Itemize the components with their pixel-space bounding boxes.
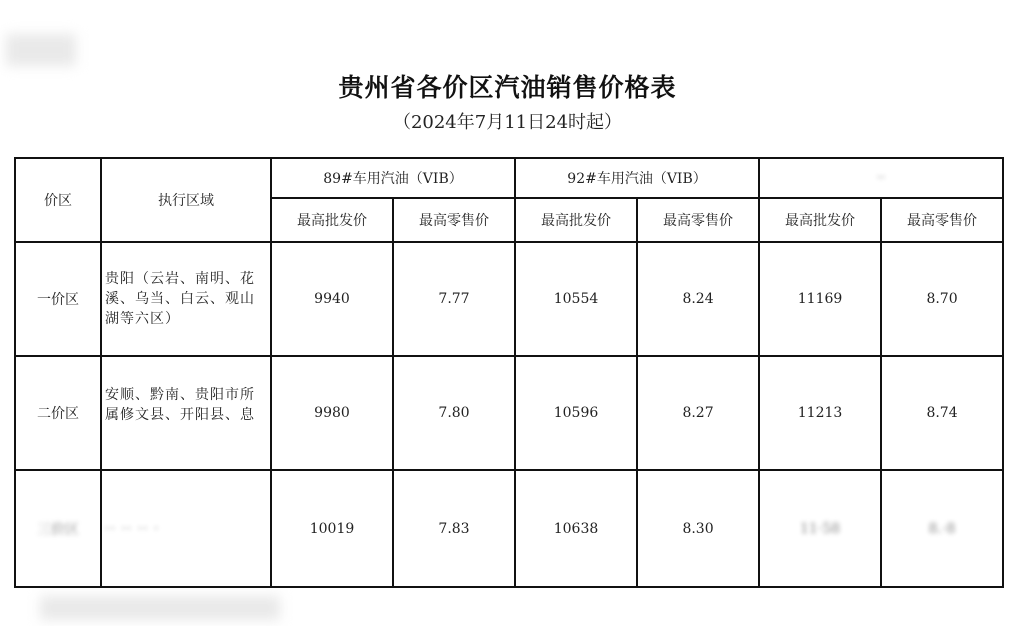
price-zone-cell: 三价区 <box>15 470 101 587</box>
header-95-wholesale: 最高批发价 <box>759 198 881 242</box>
p95-wholesale-cell: 11213 <box>759 356 881 470</box>
price-table <box>14 157 1004 588</box>
header-95-retail: 最高零售价 <box>881 198 1003 242</box>
price-zone-cell: 一价区 <box>15 242 101 356</box>
bottom-smudge <box>40 596 280 620</box>
page-subtitle: （2024年7月11日24时起） <box>392 112 623 133</box>
header-89-retail: 最高零售价 <box>393 198 515 242</box>
p89-retail-cell: 7.83 <box>393 470 515 587</box>
p95-retail-cell: 8.·8 <box>881 470 1003 587</box>
p89-wholesale-cell: 10019 <box>271 470 393 587</box>
header-89-wholesale: 最高批发价 <box>271 198 393 242</box>
p95-wholesale-cell: 11169 <box>759 242 881 356</box>
header-price-zone: 价区 <box>15 158 101 242</box>
p92-retail-cell: 8.30 <box>637 470 759 587</box>
area-cell: ·· ·· ·· · <box>101 470 271 587</box>
header-95-gasoline: ·· <box>759 158 1003 198</box>
header-row-1 <box>15 158 1003 198</box>
p92-wholesale-cell: 10638 <box>515 470 637 587</box>
header-92-retail: 最高零售价 <box>637 198 759 242</box>
area-cell: 安顺、黔南、贵阳市所属修文县、开阳县、息 <box>101 356 271 470</box>
header-92-wholesale: 最高批发价 <box>515 198 637 242</box>
header-92-gasoline: 92#车用汽油（VIB） <box>515 158 759 198</box>
p95-retail-cell: 8.74 <box>881 356 1003 470</box>
p89-retail-cell: 7.77 <box>393 242 515 356</box>
p89-wholesale-cell: 9940 <box>271 242 393 356</box>
p89-wholesale-cell: 9980 <box>271 356 393 470</box>
p95-retail-cell: 8.70 <box>881 242 1003 356</box>
page-title: 贵州省各价区汽油销售价格表 <box>338 73 677 102</box>
header-89-gasoline: 89#车用汽油（VIB） <box>271 158 515 198</box>
header-area: 执行区域 <box>101 158 271 242</box>
p89-retail-cell: 7.80 <box>393 356 515 470</box>
p95-wholesale-cell: 11·58 <box>759 470 881 587</box>
table-row <box>15 470 1003 587</box>
p92-wholesale-cell: 10554 <box>515 242 637 356</box>
top-left-smudge <box>6 34 76 66</box>
p92-retail-cell: 8.24 <box>637 242 759 356</box>
p92-wholesale-cell: 10596 <box>515 356 637 470</box>
table-row <box>15 356 1003 470</box>
table-row <box>15 242 1003 356</box>
p92-retail-cell: 8.27 <box>637 356 759 470</box>
area-cell: 贵阳（云岩、南明、花溪、乌当、白云、观山湖等六区） <box>101 242 271 356</box>
price-zone-cell: 二价区 <box>15 356 101 470</box>
